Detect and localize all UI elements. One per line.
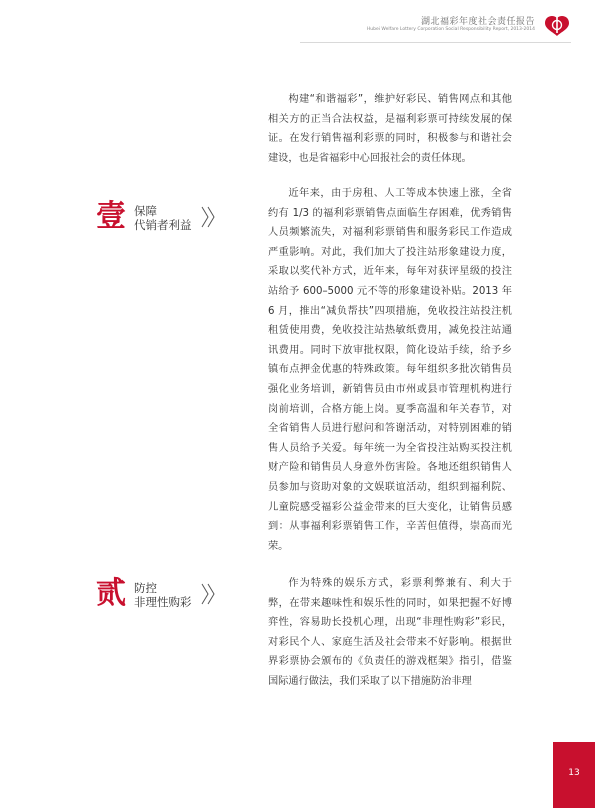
section-body: 近年来，由于房租、人工等成本快速上涨，全省约有 1/3 的福利彩票销售点面临生存困难，优秀销售人员频繁流失，对福利彩票销售和服务彩民工作造成严重影响。对此，我们加大了投注站形象建设力度，采取以奖代补方式，近年来，每年对获评星级的投注站给予 600–5000 元不等的形象建设补贴。2013 年 6 月，推出“减负帮扶”四项措施，免收投注站投注机租赁使用费，免收投注站热敏纸费用，减免投注站通讯费用。同时下放审批权限，简化设站手续，给予乡镇布点押金优惠的特殊政策。每年组织多批次销售员强化业务培训，新销售员由市州或县市管理机构进行岗前培训，合格方能上岗。夏季高温和年关春节，对全省销售人员进行慰问和答谢活动，对特别困难的销售人员给予关爱。每年统一为全省投注站购买投注机财产险和销售员人身意外伤害险。各地还组织销售人员参加与资助对象的文娱联谊活动，组织到福利院、儿童院感受福彩公益金带来的巨大变化，让销售员感到：从事福利彩票销售工作，辛苦但值得，崇高而光荣。 xyxy=(268,188,512,552)
section-title-line1: 保障 xyxy=(134,204,157,218)
header-divider xyxy=(300,42,571,43)
report-subtitle: Hubei Welfare Lottery Corporation Social Responsibility Report, 2013-2014 xyxy=(366,27,535,32)
section-title-line1: 防控 xyxy=(134,581,157,595)
section-title xyxy=(134,581,192,609)
section-title-line2: 非理性购彩 xyxy=(134,595,192,609)
report-title: 湖北福彩年度社会责任报告 xyxy=(420,17,535,27)
page-number: 13 xyxy=(568,768,580,778)
welfare-lottery-logo-icon xyxy=(543,14,571,38)
section-body: 作为特殊的娱乐方式，彩票利弊兼有、利大于弊，在带来趣味性和娱乐性的同时，如果把握不好博弈性，容易助长投机心理，出现“非理性购彩”彩民，对彩民个人、家庭生活及社会带来不好影响。根据世界彩票协会颁布的《负责任的游戏框架》指引，借鉴国际通行做法，我们采取了以下措施防治非理 xyxy=(268,578,512,687)
section-numeral: 壹 xyxy=(96,199,126,234)
page-number-tab xyxy=(553,742,595,808)
intro-paragraph: 构建“和谐福彩”，维护好彩民、销售网点和其他相关方的正当合法权益，是福利彩票可持续发展的保证。在发行销售福利彩票的同时，积极参与和谐社会建设，也是省福彩中心回报社会的责任体现。 xyxy=(268,94,512,164)
section-numeral: 贰 xyxy=(96,576,126,611)
section-title-line2: 代销者利益 xyxy=(134,218,192,232)
section-title xyxy=(134,204,192,232)
double-chevron-icon xyxy=(200,582,216,606)
double-chevron-icon xyxy=(200,205,216,229)
